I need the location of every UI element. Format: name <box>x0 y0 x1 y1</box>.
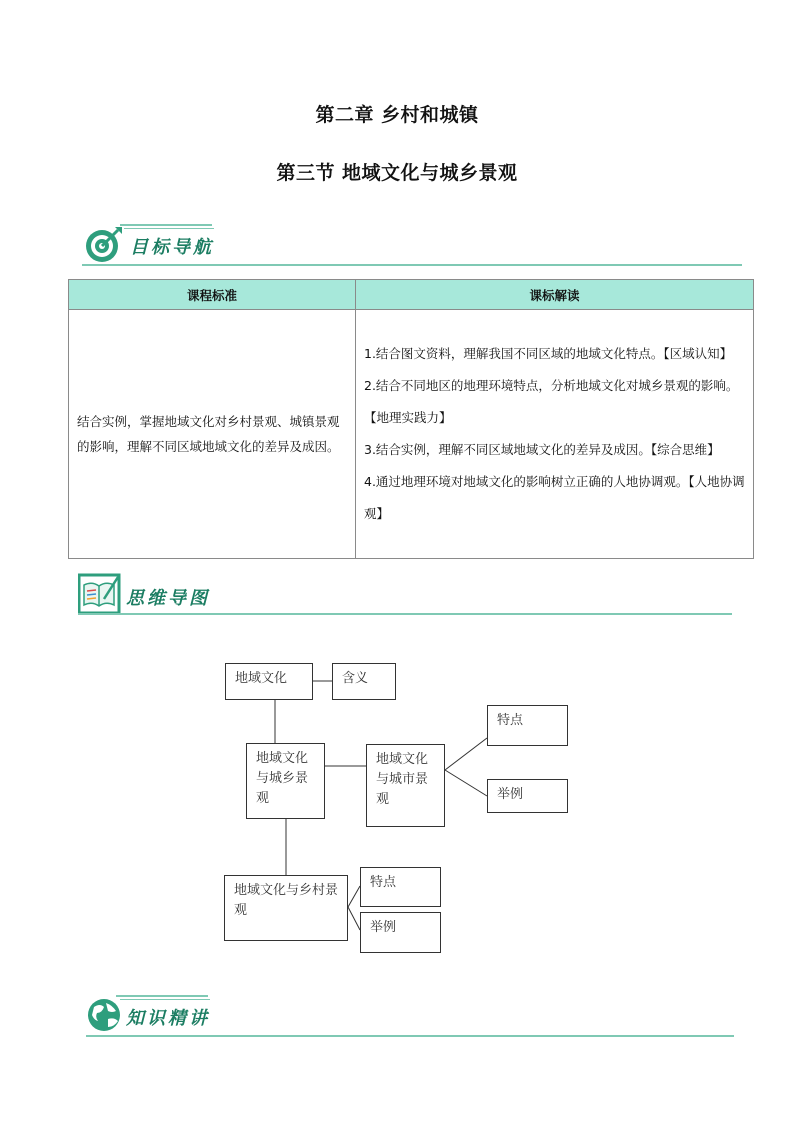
column-header-standard: 课程标准 <box>69 280 356 310</box>
mindmap-node-village: 地域文化与乡村景观 <box>224 875 348 941</box>
mindmap-node-village-example: 举例 <box>360 912 441 953</box>
mindmap-node-city-feature: 特点 <box>487 705 568 746</box>
interpretation-cell <box>356 310 754 559</box>
standard-cell: 结合实例，掌握地域文化对乡村景观、城镇景观的影响，理解不同区域地域文化的差异及成因。 <box>69 310 356 559</box>
mindmap-node-village-feature: 特点 <box>360 867 441 907</box>
goal-table <box>68 279 754 559</box>
mindmap-node-city-example: 举例 <box>487 779 568 813</box>
mindmap-node-city: 地域文化与城市景观 <box>366 744 445 827</box>
column-header-interpretation: 课标解读 <box>356 280 754 310</box>
header-decoration <box>120 224 212 226</box>
mindmap-section-header <box>78 571 732 621</box>
goal-section-header <box>82 222 742 272</box>
mindmap-section-label: 思维导图 <box>126 588 210 609</box>
interpretation-item: 3.结合实例，理解不同区域地域文化的差异及成因。【综合思维】 <box>364 442 720 457</box>
interpretation-item: 4.通过地理环境对地域文化的影响树立正确的人地协调观。【人地协调观】 <box>364 474 745 521</box>
target-icon <box>82 222 128 268</box>
header-underline <box>82 264 742 266</box>
header-decoration <box>120 999 210 1000</box>
interpretation-item: 2.结合不同地区的地理环境特点，分析地域文化对城乡景观的影响。【地理实践力】 <box>364 378 739 425</box>
book-pen-icon <box>78 571 124 617</box>
mindmap-node-urban-rural: 地域文化与城乡景观 <box>246 743 325 819</box>
goal-section-label: 目标导航 <box>130 237 214 258</box>
table-header-row <box>69 280 754 310</box>
header-underline <box>86 1035 734 1037</box>
knowledge-section-header <box>86 993 734 1043</box>
knowledge-section-label: 知识精讲 <box>126 1008 210 1029</box>
header-decoration <box>124 228 214 229</box>
mindmap-node-meaning: 含义 <box>332 663 396 700</box>
interpretation-item: 1.结合图文资料，理解我国不同区域的地域文化特点。【区域认知】 <box>364 346 733 361</box>
chapter-title: 第二章 乡村和城镇 <box>315 104 479 126</box>
section-title: 第三节 地域文化与城乡景观 <box>276 162 518 184</box>
mindmap-node-root: 地域文化 <box>225 663 313 700</box>
table-row <box>69 310 754 559</box>
header-underline <box>78 613 732 615</box>
